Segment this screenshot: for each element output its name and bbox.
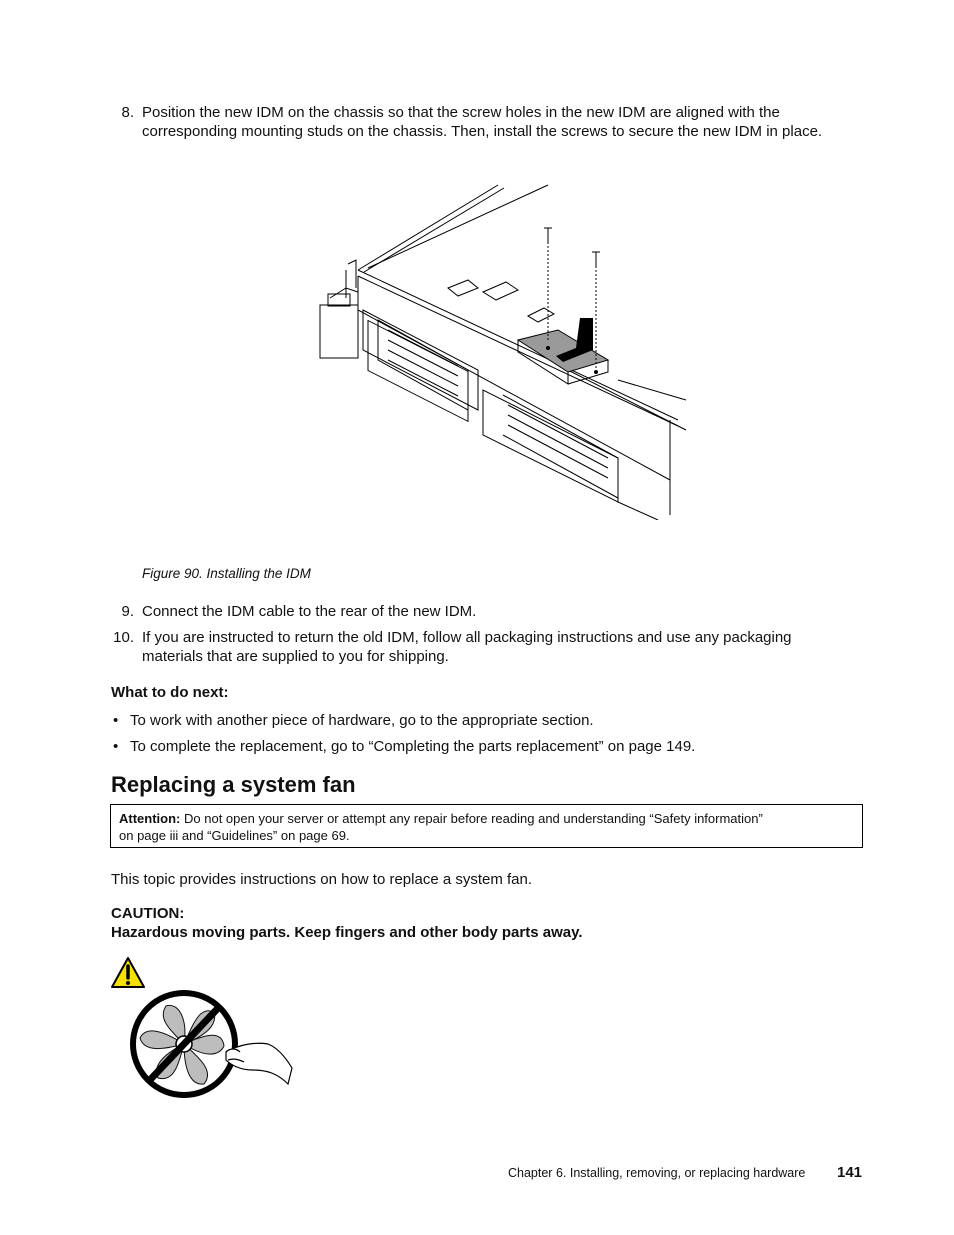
step-text-line: Position the new IDM on the chassis so that the screw holes in the new IDM are aligned with the (142, 104, 780, 121)
step-text-line: materials that are supplied to you for shipping. (142, 648, 449, 665)
bullet-marker: • (113, 738, 119, 755)
step-number: 8. (121, 104, 134, 121)
bullet-marker: • (113, 712, 119, 729)
step-text-line: corresponding mounting studs on the chassis. Then, install the screws to secure the new IDM in place. (142, 123, 823, 140)
attention-box (110, 804, 863, 848)
section-title: Replacing a system fan (111, 772, 356, 797)
step-number: 9. (121, 603, 134, 620)
moving-fan-hazard-icon (128, 988, 298, 1100)
bullet-text: To complete the replacement, go to “Completing the parts replacement” on page 149. (130, 738, 696, 755)
step-text-line: If you are instructed to return the old IDM, follow all packaging instructions and use any packaging (142, 629, 792, 646)
warning-icon (110, 956, 146, 990)
bullet-text: To work with another piece of hardware, go to the appropriate section. (130, 712, 594, 729)
attention-text: Do not open your server or attempt any repair before reading and understanding “Safety information” (184, 811, 763, 826)
footer-chapter: Chapter 6. Installing, removing, or replacing hardware (508, 1166, 806, 1180)
attention-label: Attention: (119, 811, 181, 826)
intro-text: This topic provides instructions on how to replace a system fan. (111, 871, 533, 888)
figure-caption: Figure 90. Installing the IDM (142, 566, 311, 581)
page-number: 141 (837, 1164, 863, 1181)
caution-label: CAUTION: (111, 905, 185, 922)
idm-installation-illustration (318, 180, 688, 520)
attention-text: on page iii and “Guidelines” on page 69. (119, 828, 350, 843)
next-heading: What to do next: (111, 684, 229, 701)
step-text-line: Connect the IDM cable to the rear of the new IDM. (142, 603, 477, 620)
step-number: 10. (113, 629, 134, 646)
caution-text: Hazardous moving parts. Keep fingers and other body parts away. (111, 924, 583, 941)
